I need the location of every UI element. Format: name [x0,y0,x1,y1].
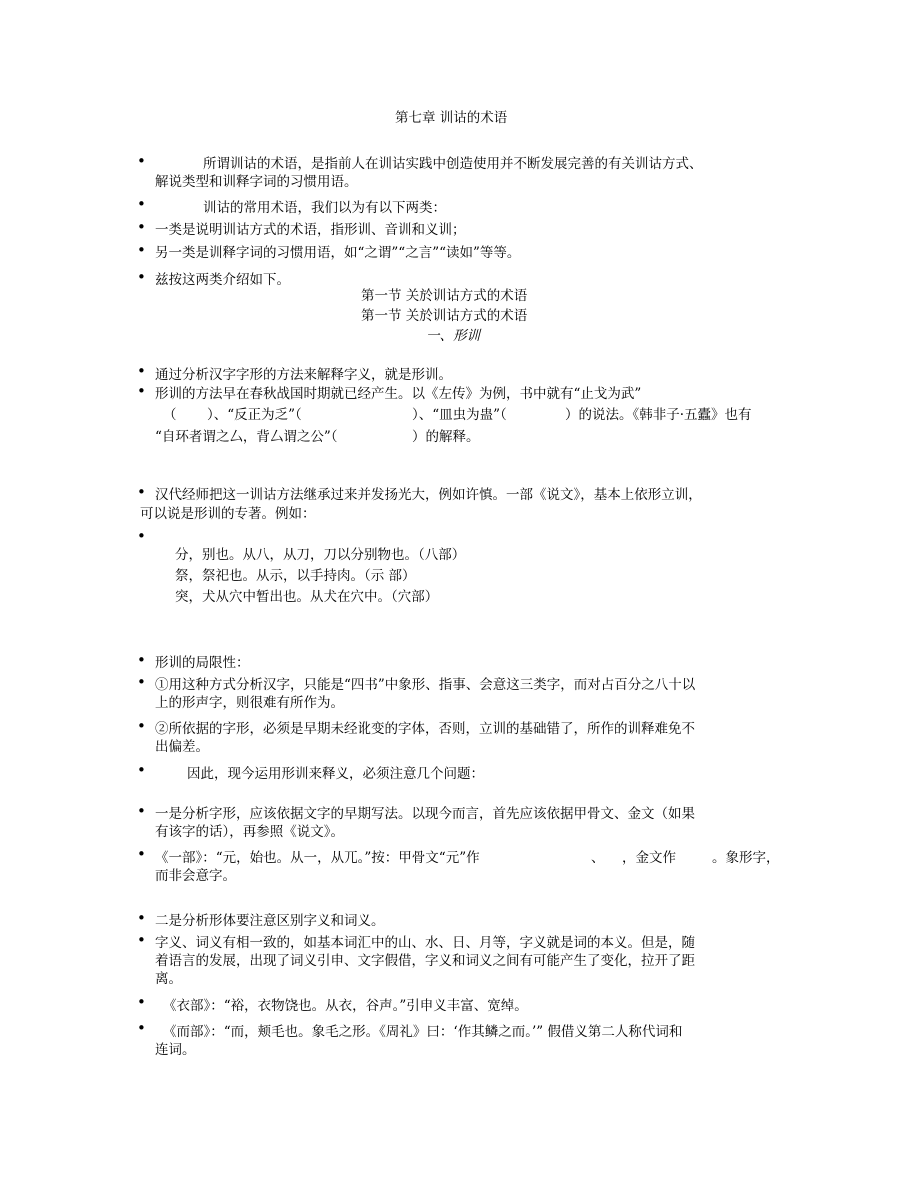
bullet: • [137,673,146,691]
bullet: • [137,241,146,259]
paragraph-line: 兹按这两类介绍如下。 [155,272,290,288]
paragraph-fragment: ）、“皿虫为蛊”（ [412,407,507,423]
paragraph-line: 字义、词义有相一致的，如基本词汇中的山、水、日、月等，字义就是词的本义。但是，随 [155,935,695,951]
bullet: • [137,152,146,170]
paragraph-line: 《衣部》：“裕，衣物饶也。从衣，谷声。”引申义丰富、宽绰。 [163,998,528,1014]
bullet: • [137,717,146,735]
paragraph-line: 有该字的话），再参照《说文》。 [155,824,344,840]
example-line: 祭，祭祀也。从示，以手持肉。（示 部） [175,568,416,584]
paragraph-line: 因此，现今运用形训来释义，必须注意几个问题： [187,766,484,782]
bullet: • [137,802,146,820]
bullet: • [137,527,146,545]
paragraph-fragment: 。象形字， [712,850,780,866]
bullet: • [137,218,146,236]
paragraph-line: ②所依据的字形，必须是早期未经讹变的字体，否则，立训的基础错了，所作的训释难免不 [155,721,695,737]
bullet: • [137,651,146,669]
paragraph-line: 二是分析形体要注意区别字义和词义。 [155,913,385,929]
paragraph-line: 着语言的发展，出现了词义引申、文字假借，字义和词义之间有可能产生了变化，拉开了距 [155,953,695,969]
paragraph-line: 形训的方法早在春秋战国时期就已经产生。以《左传》为例，书中就有“止戈为武” [155,386,642,402]
paragraph-line: 另一类是训释字词的习惯用语，如“之谓”“之言”“读如”等等。 [155,245,521,261]
paragraph-line: 连词。 [155,1042,196,1058]
paragraph-line: ①用这种方式分析汉字，只能是“四书”中象形、指事、会意这三类字，而对占百分之八十以 [155,677,696,693]
bullet: • [137,483,146,501]
paragraph-line: 训诂的常用术语，我们以为有以下两类： [203,200,446,216]
bullet: • [137,993,146,1011]
paragraph-line: 而非会意字。 [155,868,236,884]
bullet: • [137,268,146,286]
paragraph-fragment: 《一部》：“元，始也。从一，从兀。”按：甲骨文“元”作 [155,850,480,866]
paragraph-fragment: 、 [591,850,605,866]
bullet: • [137,382,146,400]
section-heading: 第一节 关於训诂方式的术语 [361,288,528,304]
example-line: 分，别也。从八，从刀，刀以分别物也。（八部） [175,547,466,563]
section-heading: 第一节 关於训诂方式的术语 [361,308,528,324]
paragraph-line: 上的形声字，则很难有所作为。 [155,695,344,711]
paragraph-line: 可以说是形训的专著。例如： [140,506,316,522]
paragraph-line: 通过分析汉字字形的方法来解释字义，就是形训。 [155,367,452,383]
paragraph-line: 一是分析字形，应该依据文字的早期写法。以现今而言，首先应该依据甲骨文、金文（如果 [155,806,695,822]
paragraph-line: 所谓训诂的术语，是指前人在训诂实践中创造使用并不断发展完善的有关训诂方式、 [203,156,703,172]
paragraph-line: 离。 [155,971,182,987]
paragraph-fragment: ）的解释。 [412,429,480,445]
paragraph-line: 解说类型和训释字词的习惯用语。 [155,174,358,190]
paragraph-line: 《而部》：“而，颊毛也。象毛之形。《周礼》曰：‘作其鳞之而。’” 假借义第二人称代词和 [163,1024,683,1040]
bullet: • [137,909,146,927]
bullet: • [137,931,146,949]
bullet: • [137,1019,146,1037]
paragraph-line: 汉代经师把这一训诂方法继承过来并发扬光大，例如许慎。一部《说文》，基本上依形立训， [155,487,702,503]
paragraph-fragment: “自环者谓之厶，背厶谓之公”（ [155,429,338,445]
paragraph-line: 出偏差。 [155,739,209,755]
paragraph-fragment: ）、“反正为乏”（ [207,407,302,423]
paragraph-line: 形训的局限性： [155,655,250,671]
bullet: • [137,195,146,213]
bullet: • [137,761,146,779]
example-line: 突，犬从穴中暂出也。从犬在穴中。（穴部） [175,589,439,605]
chapter-title: 第七章 训诂的术语 [395,110,508,126]
paragraph-fragment: ，金文作 [622,850,676,866]
paragraph-line: 一类是说明训诂方式的术语，指形训、音训和义训； [155,222,466,238]
paragraph-fragment: （ [163,407,177,423]
subsection-heading: 一、形训 [426,328,480,344]
bullet: • [137,362,146,380]
bullet: • [137,845,146,863]
paragraph-fragment: ）的说法。《韩非子·五蠹》也有 [565,407,752,423]
